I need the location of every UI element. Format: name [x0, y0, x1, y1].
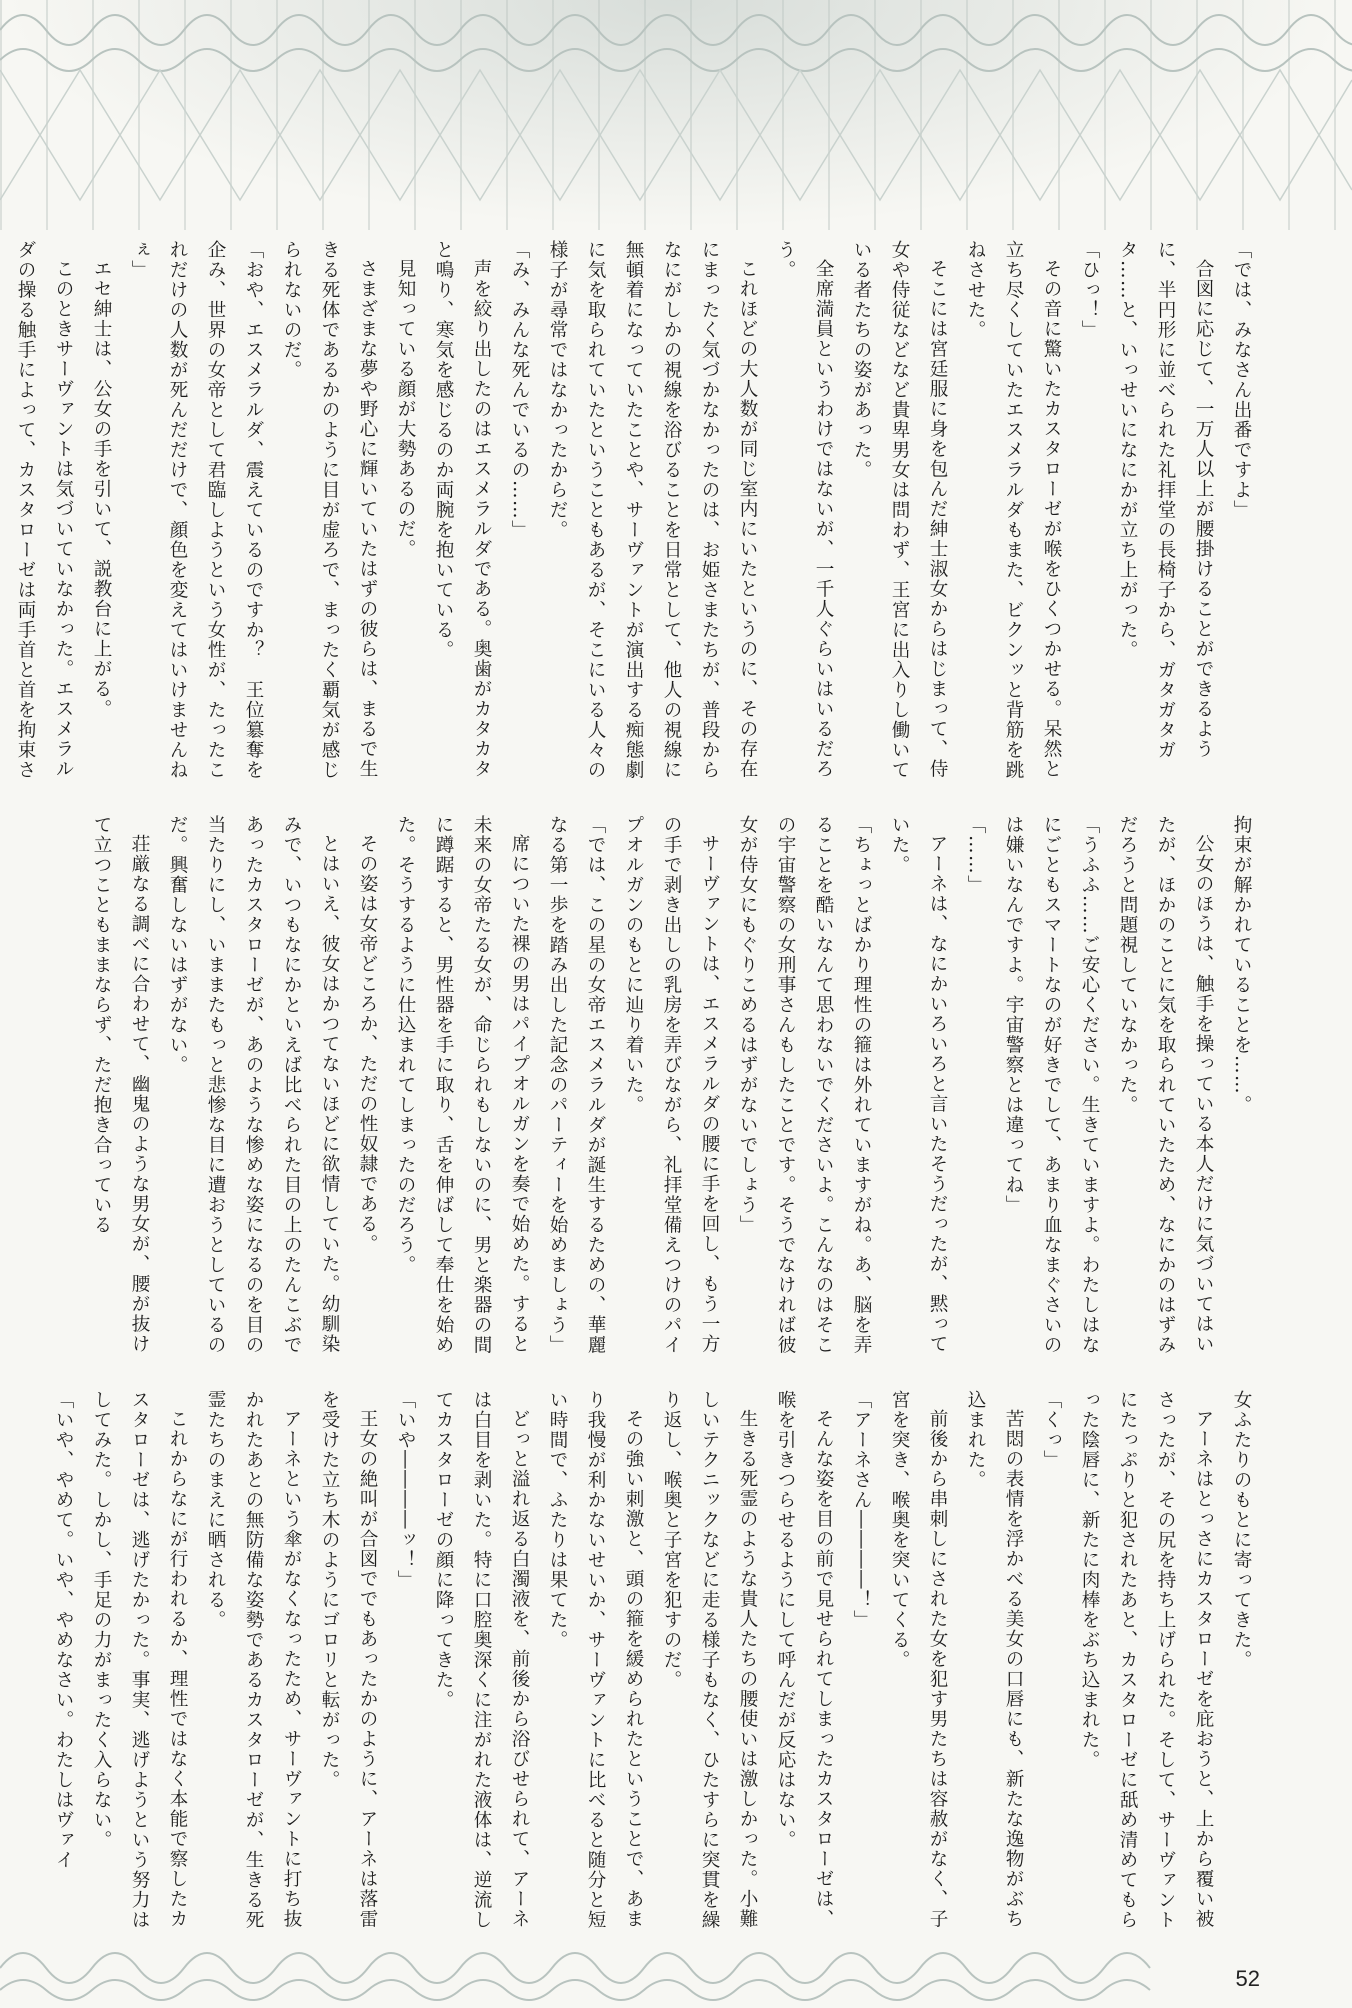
paragraph: サーヴァントは、エスメラルダの腰に手を回し、もう一方の手で剥き出しの乳房を弄びながら、礼拝堂備えつけのパイプオルガンのもとに辿り着いた。: [623, 815, 720, 1355]
paragraph: これからなにが行われるか、理性ではなく本能で察したカスタローゼは、逃げたかった。事実、逃げようという努力はしてみた。しかし、手足の力がまったく入らない。: [91, 1390, 188, 1930]
paragraph: 全席満員というわけではないが、一千人ぐらいはいるだろう。: [775, 240, 834, 779]
paragraph: 「では、この星の女帝エスメラルダが誕生するための、華麗なる第一歩を踏み出した記念のパーティーを始めましょう」: [547, 815, 606, 1355]
paragraph: 「いや――――ッ！」: [395, 1390, 416, 1590]
paragraph: 王女の絶叫が合図ででもあったかのように、アーネは落雷を受けた立ち木のようにゴロリと転がった。: [319, 1390, 378, 1929]
paragraph: このときサーヴァントは気づいていなかった。エスメラルダの操る触手によって、カスタローゼは両手首と首を拘束さ: [15, 240, 74, 780]
paragraph: 「み、みんな死んでいるの……」: [509, 240, 530, 540]
paragraph: 拘束が解かれていることを……。: [1231, 815, 1252, 1115]
lace-border-icon: [0, 0, 1352, 230]
paragraph: 合図に応じて、一万人以上が腰掛けることができるように、半円形に並べられた礼拝堂の長椅子から、ガタガタガタ……と、いっせいになにかが立ち上がった。: [1117, 240, 1214, 760]
paragraph: 女ふたりのもとに寄ってきた。: [1231, 1390, 1252, 1670]
paragraph: その強い刺激と、頭の箍を緩められたということで、あまり我慢が利かないせいか、サーヴァントに比べると随分と短い時間で、ふたりは果てた。: [547, 1390, 644, 1930]
paragraph: エセ紳士は、公女の手を引いて、説教台に上がる。: [91, 258, 112, 719]
paragraph: 公女のほうは、触手を操っている本人だけに気づいてはいたが、ほかのことに気を取られていたため、なにかのはずみだろうと問題視していなかった。: [1117, 815, 1214, 1355]
paragraph: 「くっ」: [1041, 1390, 1062, 1470]
paragraph: 声を絞り出したのはエスメラルダである。奥歯がカタカタと鳴り、寒気を感じるのか両腕を抱いている。: [433, 240, 492, 779]
paragraph: どっと溢れ返る白濁液を、前後から浴びせられて、アーネは白目を剥いた。特に口腔奥深くに注がれた液体は、逆流してカスタローゼの顔に降ってきた。: [433, 1390, 530, 1930]
paragraph: その音に驚いたカスタローゼが喉をひくつかせる。呆然と立ち尽くしていたエスメラルダもまた、ビクンッと背筋を跳ねさせた。: [965, 240, 1062, 780]
paragraph: そこには宮廷服に身を包んだ紳士淑女からはじまって、侍女や侍従などなど貴卑男女は問わず、王宮に出入りし働いている者たちの姿があった。: [851, 240, 948, 780]
paragraph: 苦悶の表情を浮かべる美女の口唇にも、新たな逸物がぶち込まれた。: [965, 1390, 1024, 1929]
paragraph: これほどの大人数が同じ室内にいたというのに、その存在にまったく気づかなかったのは、お姫さまたちが、普段からなにがしかの視線を浴びることを日常として、他人の視線に無頓着になっていたことや、サーヴァントが演出する痴態劇に気を取られていたということもあるが、そこにいる人々の様子が尋常ではなかったからだ。: [547, 240, 758, 780]
paragraph: 「……」: [965, 815, 986, 895]
lace-border-bottom: [0, 1928, 1352, 2008]
paragraph: 生きる死霊のような貴人たちの腰使いは激しかった。小難しいテクニックなどに走る様子もなく、ひたすらに突貫を繰り返し、喉奥と子宮を犯すのだ。: [661, 1390, 758, 1930]
paragraph: アーネという傘がなくなったため、サーヴァントに打ち抜かれたあとの無防備な姿勢であるカスタローゼが、生きる死霊たちのまえに晒される。: [205, 1390, 302, 1930]
paragraph: 「ひっ！」: [1079, 240, 1100, 340]
paragraph: その姿は女帝どころか、ただの性奴隷である。: [357, 833, 378, 1254]
paragraph: 荘厳なる調べに合わせて、幽鬼のような男女が、腰が抜けて立つこともままならず、ただ抱き合っている: [91, 815, 150, 1354]
text-column-tier-2: [92, 815, 1260, 1365]
paragraph: 見知っている顔が大勢あるのだ。: [395, 258, 416, 559]
paragraph: 「ちょっとばかり理性の箍は外れていますがね。あ、脳を弄ることを酷いなんて思わないでくださいよ。こんなのはそこの宇宙警察の女刑事さんもしたことです。そうでなければ彼女が侍女にもぐりこめるはずがないでしょう」: [737, 815, 872, 1355]
paragraph: 「では、みなさん出番ですよ」: [1231, 240, 1252, 520]
text-column-tier-1: [15, 240, 1260, 790]
lace-border-top: [0, 0, 1352, 230]
paragraph: 「アーネさん――――！」: [851, 1390, 872, 1630]
paragraph: 前後から串刺しにされた女を犯す男たちは容赦がなく、子宮を突き、喉奥を突いてくる。: [889, 1390, 948, 1929]
lace-border-icon: [0, 1928, 1352, 2008]
paragraph: 席についた裸の男はパイプオルガンを奏で始めた。すると未来の女帝たる女が、命じられもしないのに、男と楽器の間に蹲踞すると、男性器を手に取り、舌を伸ばして奉仕を始めた。そうするように仕込まれてしまったのだろう。: [395, 815, 530, 1355]
paragraph: 「いや、やめて。いや、やめなさい。わたしはヴァイ: [53, 1390, 74, 1870]
paragraph: 「おや、エスメラルダ、震えているのですか？ 王位簒奪を企み、世界の女帝として君臨しようという女性が、たったこれだけの人数が死んだだけで、顔色を変えてはいけませんねぇ」: [129, 240, 264, 780]
paragraph: そんな姿を目の前で見せられてしまったカスタローゼは、喉を引きつらせるようにして呼んだが反応はない。: [775, 1390, 834, 1929]
paragraph: とはいえ、彼女はかつてないほどに欲情していた。幼馴染みで、いつもなにかといえば比べられた目の上のたんこぶであったカスタローゼが、あのような惨めな姿になるのを目の当たりにし、いままたもっと悲惨な目に遭おうとしているのだ。興奮しないはずがない。: [167, 815, 340, 1355]
paragraph: さまざまな夢や野心に輝いていたはずの彼らは、まるで生きる死体であるかのように目が虚ろで、まったく覇気が感じられないのだ。: [281, 240, 378, 780]
paragraph: 「うふふ……ご安心ください。生きていますよ。わたしはなにごともスマートなのが好きでして、あまり血なまぐさいのは嫌いなんですよ。宇宙警察とは違ってね」: [1003, 815, 1100, 1355]
paragraph: アーネはとっさにカスタローゼを庇おうと、上から覆い被さったが、その尻を持ち上げられた。そして、サーヴァントにたっぷりと犯されたあと、カスタローゼに舐め清めてもらった陰唇に、新たに肉棒をぶち込まれた。: [1079, 1390, 1214, 1930]
page-number: 52: [1235, 1966, 1260, 1991]
paragraph: アーネは、なにかいろいろと言いたそうだったが、黙っていた。: [889, 815, 948, 1354]
text-column-tier-3: [53, 1390, 1260, 1935]
